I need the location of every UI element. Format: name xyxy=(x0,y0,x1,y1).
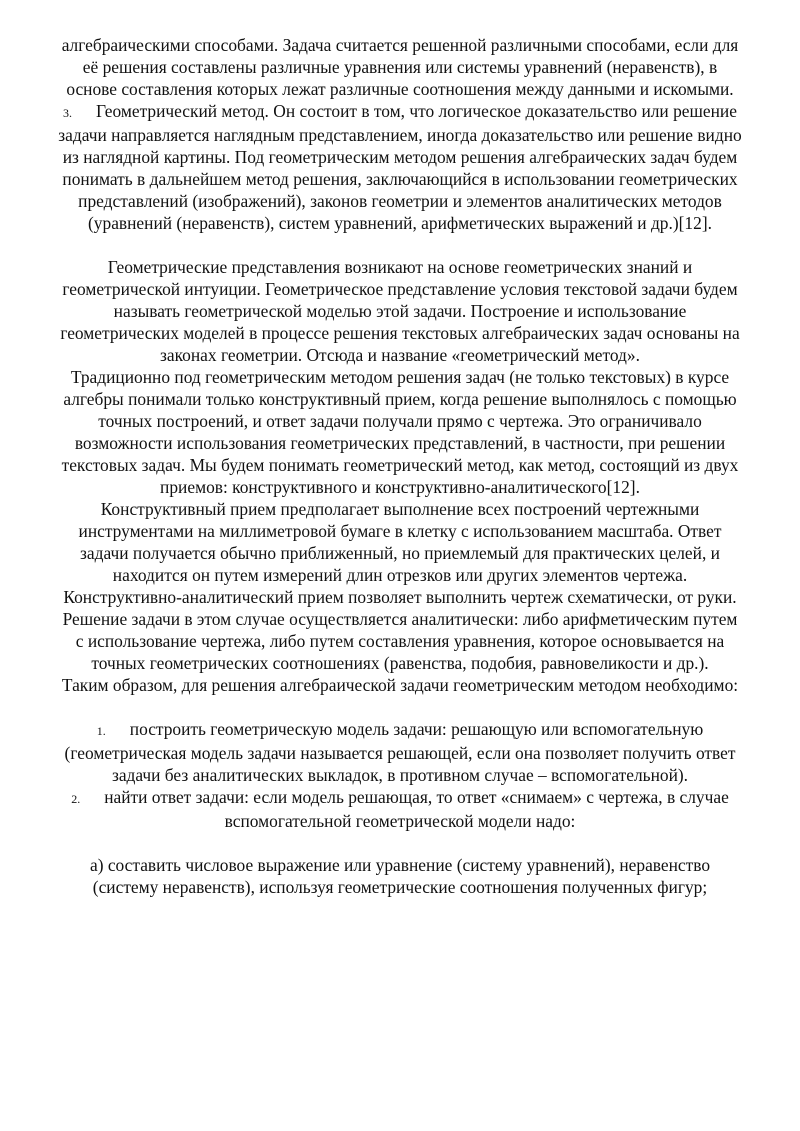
blank-line xyxy=(58,234,742,256)
step-item-1 xyxy=(58,718,742,786)
step-text-1: построить геометрическую модель задачи: решающую или вспомогательную (геометрическая модель задачи называется решающей, если она позволяет получить ответ задачи без аналитических выкладок, в противном случае – вспомогательной). xyxy=(64,719,736,785)
step-text-2: найти ответ задачи: если модель решающая, то ответ «снимаем» с чертежа, в случае вспомогательной геометрической модели надо: xyxy=(104,787,729,831)
document-page xyxy=(58,34,742,898)
blank-line xyxy=(58,832,742,854)
blank-line xyxy=(58,696,742,718)
paragraph-conclusion-intro: Таким образом, для решения алгебраической задачи геометрическим методом необходимо: xyxy=(61,675,739,695)
step-item-2 xyxy=(58,786,742,832)
paragraph-constructive-analytic-method: Конструктивно-аналитический прием позволяет выполнить чертеж схематически, от руки. Решение задачи в этом случае осуществляется аналитически: либо арифметическим путем с использование чертежа, либо путем составления уравнения, которое основывается на точных геометрических соотношениях (равенства, подобия, равновеликости и др.). xyxy=(62,587,738,673)
paragraph-constructive-method: Конструктивный прием предполагает выполнение всех построений чертежными инструментами на миллиметровой бумаге в клетку с использованием масштаба. Ответ задачи получается обычно приближенный, но приемлемый для практических целей, и находится он путем измерений длин отрезков или других элементов чертежа. xyxy=(78,499,722,585)
list-item-3 xyxy=(58,100,742,234)
list-text-3: Геометрический метод. Он состоит в том, что логическое доказательство или решение задачи направляется наглядным представлением, иногда доказательство или решение видно из наглядной картины. Под геометрическим методом решения алгебраических задач будем понимать в дальнейшем метод решения, заключающийся в использовании геометрических представлений (изображений), законов геометрии и элементов аналитических методов (уравнений (неравенств), систем уравнений, арифметических выражений и др.)[12]. xyxy=(58,101,742,233)
list-number-3: 3. xyxy=(63,106,73,120)
step-number-2: 2. xyxy=(71,792,81,806)
sub-item-a: а) составить числовое выражение или уравнение (систему уравнений), неравенство (систему неравенств), используя геометрические соотношения полученных фигур; xyxy=(89,855,711,897)
paragraph-methods-end: алгебраическими способами. Задача считается решенной различными способами, если для её решения составлены различные уравнения или системы уравнений (неравенств), в основе составления которых лежат различные соотношения между данными и искомыми. xyxy=(61,35,739,99)
paragraph-geometric-representations: Геометрические представления возникают на основе геометрических знаний и геометрической интуиции. Геометрическое представление условия текстовой задачи будем называть геометрической моделью этой задачи. Построение и использование геометрических моделей в процессе решения текстовых алгебраических задач основаны на законах геометрии. Отсюда и название «геометрический метод». xyxy=(60,257,740,365)
step-number-1: 1. xyxy=(96,724,106,738)
paragraph-traditional-method: Традиционно под геометрическим методом решения задач (не только текстовых) в курсе алгебры понимали только конструктивный прием, когда решение выполнялось с помощью точных построений, и ответ задачи получали прямо с чертежа. Это ограничивало возможности использования геометрических представлений, в частности, при решении текстовых задач. Мы будем понимать геометрический метод, как метод, состоящий из двух приемов: конструктивного и конструктивно-аналитического[12]. xyxy=(61,367,739,497)
